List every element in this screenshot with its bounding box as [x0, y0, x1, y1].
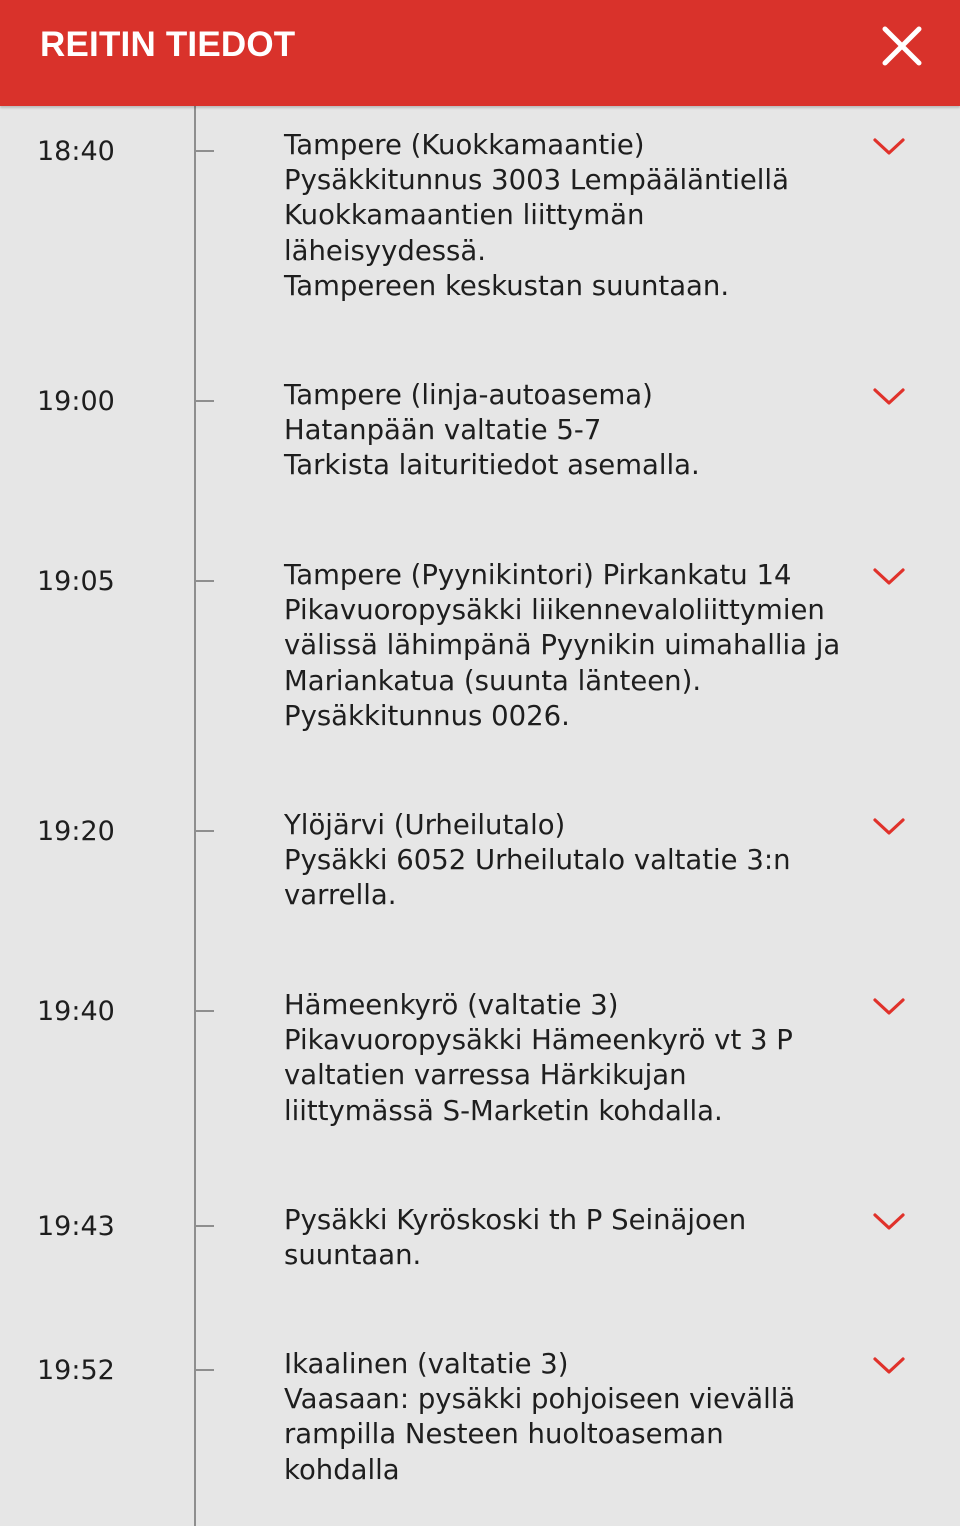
stop-description: Pysäkki Kyröskoski th P Seinäjoen suuntaan.	[284, 1204, 747, 1272]
stop-time: 19:43	[37, 1211, 115, 1242]
close-button[interactable]	[880, 24, 924, 68]
stop-time: 19:20	[37, 816, 115, 847]
close-icon	[880, 24, 924, 68]
timeline-tick	[196, 1369, 214, 1371]
expand-button[interactable]	[872, 136, 906, 158]
stop-description: Tampere (Kuokkamaantie) Pysäkkitunnus 3003 Lempääläntiellä Kuokkamaantien liittymän läheisyydessä. Tampereen keskustan suuntaan.	[284, 129, 789, 302]
stop-time: 19:05	[37, 566, 115, 597]
expand-button[interactable]	[872, 996, 906, 1018]
timeline-tick	[196, 1225, 214, 1227]
chevron-down-icon	[872, 816, 906, 838]
chevron-down-icon	[872, 136, 906, 158]
timeline-tick	[196, 580, 214, 582]
timeline-tick	[196, 400, 214, 402]
stop-time: 19:00	[37, 386, 115, 417]
stop-time: 19:40	[37, 996, 115, 1027]
stop-time: 18:40	[37, 136, 115, 167]
header-bar	[0, 0, 960, 106]
stop-description: Tampere (Pyynikintori) Pirkankatu 14 Pikavuoropysäkki liikennevaloliittymien välissä lähimpänä Pyynikin uimahallia ja Mariankatua (suunta länteen). Pysäkkitunnus 0026.	[284, 559, 841, 732]
chevron-down-icon	[872, 996, 906, 1018]
timeline-tick	[196, 150, 214, 152]
chevron-down-icon	[872, 1211, 906, 1233]
timeline-tick	[196, 830, 214, 832]
expand-button[interactable]	[872, 386, 906, 408]
page-title: REITIN TIEDOT	[40, 25, 296, 64]
stop-time: 19:52	[37, 1355, 115, 1386]
expand-button[interactable]	[872, 566, 906, 588]
stop-description: Ikaalinen (valtatie 3) Vaasaan: pysäkki pohjoiseen vievällä rampilla Nesteen huoltoaseman kohdalla	[284, 1348, 796, 1486]
chevron-down-icon	[872, 1355, 906, 1377]
expand-button[interactable]	[872, 816, 906, 838]
chevron-down-icon	[872, 566, 906, 588]
chevron-down-icon	[872, 386, 906, 408]
expand-button[interactable]	[872, 1211, 906, 1233]
expand-button[interactable]	[872, 1355, 906, 1377]
timeline-line	[194, 106, 196, 1526]
stop-description: Ylöjärvi (Urheilutalo) Pysäkki 6052 Urheilutalo valtatie 3:n varrella.	[284, 809, 791, 912]
stop-description: Tampere (linja-autoasema) Hatanpään valtatie 5-7 Tarkista laituritiedot asemalla.	[284, 379, 700, 482]
stop-description: Hämeenkyrö (valtatie 3) Pikavuoropysäkki Hämeenkyrö vt 3 P valtatien varressa Härkikujan liittymässä S-Marketin kohdalla.	[284, 989, 793, 1127]
timeline-tick	[196, 1010, 214, 1012]
